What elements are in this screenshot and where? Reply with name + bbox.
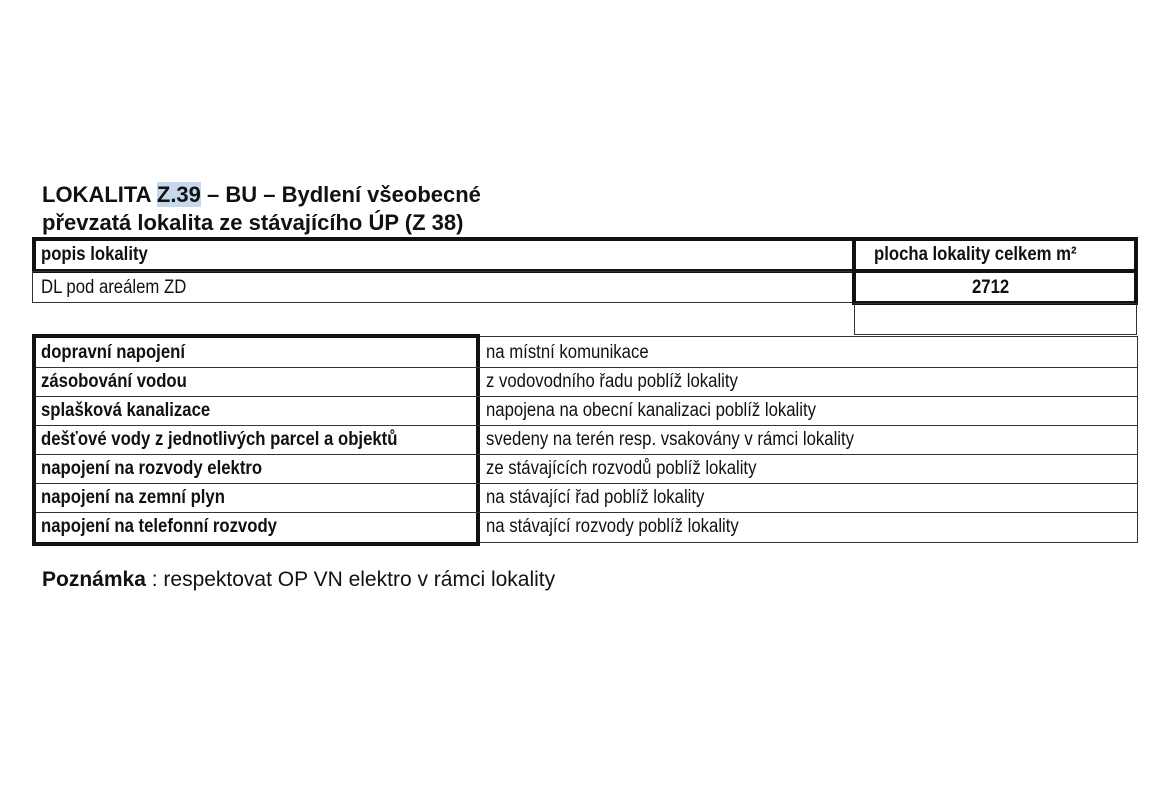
description-value: DL pod areálem ZD <box>41 277 187 298</box>
area-spacer-cell <box>854 303 1137 335</box>
infra-row-value: napojena na obecní kanalizaci poblíž lokality <box>486 400 816 421</box>
infra-row-value: svedeny na terén resp. vsakovány v rámci lokality <box>486 429 855 450</box>
title-suffix: – BU – Bydlení všeobecné <box>200 182 481 207</box>
page-subtitle: převzatá lokalita ze stávajícího ÚP (Z 38) <box>42 210 464 235</box>
note-separator: : <box>145 568 164 591</box>
infra-row-label: napojení na zemní plyn <box>41 487 225 508</box>
infra-row-value: na stávající rozvody poblíž lokality <box>486 516 739 537</box>
infra-row-label: zásobování vodou <box>41 371 187 392</box>
infra-row-label: dešťové vody z jednotlivých parcel a objektů <box>41 429 398 450</box>
area-header-text: plocha lokality celkem m² <box>874 244 1077 265</box>
page-title <box>42 181 481 209</box>
infra-row-label: napojení na telefonní rozvody <box>41 516 277 537</box>
description-header: popis lokality <box>41 244 148 265</box>
title-prefix: LOKALITA <box>42 182 157 207</box>
area-value: 2712 <box>972 277 1010 298</box>
description-table <box>32 237 856 273</box>
note <box>42 566 555 594</box>
infra-row-value: ze stávajících rozvodů poblíž lokality <box>486 458 757 479</box>
infra-row-value: na místní komunikace <box>486 342 649 363</box>
infra-row-label: dopravní napojení <box>41 342 185 363</box>
note-label: Poznámka <box>42 568 146 591</box>
note-text: respektovat OP VN elektro v rámci lokality <box>163 568 556 591</box>
area-divider <box>852 269 1138 273</box>
infra-row-value: z vodovodního řadu poblíž lokality <box>486 371 738 392</box>
infra-row-label: napojení na rozvody elektro <box>41 458 263 479</box>
locality-code: Z.39 <box>156 182 201 207</box>
area-header <box>874 241 1077 269</box>
infra-row-value: na stávající řad poblíž lokality <box>486 487 705 508</box>
infra-row-label: splašková kanalizace <box>41 400 211 421</box>
